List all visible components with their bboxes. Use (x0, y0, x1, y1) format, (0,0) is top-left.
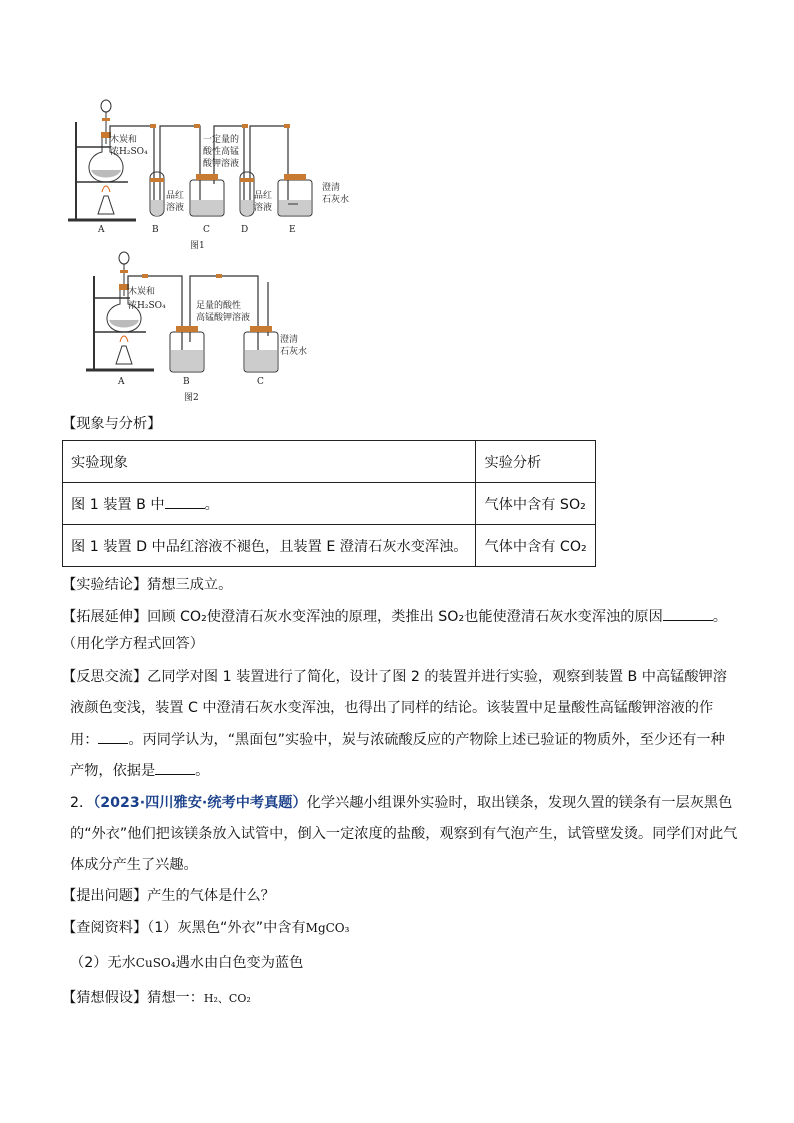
answer-blank[interactable] (155, 760, 195, 775)
fig1-label-e: E (289, 225, 296, 235)
hypothesis-text: 猜想一： (147, 990, 204, 1006)
fig2-reagent-b-1: 足量的酸性 (196, 301, 242, 311)
reflection-text-3a: 用： (70, 732, 99, 748)
fig2-reagent-a-2: 浓H₂SO₄ (128, 301, 166, 311)
hypothesis-heading: 【猜想假设】 (62, 990, 148, 1006)
answer-blank[interactable] (663, 606, 713, 621)
extension-heading: 【拓展延伸】 (62, 609, 148, 625)
reflection-line-2: 液颜色变浅，装置 C 中澄清石灰水变浑浊，也得出了同样的结论。该装置中足量酸性高锰酸钾溶液的作 (70, 700, 714, 716)
fig1-reagent-c-3: 酸钾溶液 (203, 159, 240, 169)
fig1-reagent-b-1: 品红 (166, 191, 185, 201)
table-row (63, 525, 596, 567)
conclusion-line (62, 575, 746, 595)
fig1-reagent-d-2: 溶液 (254, 203, 273, 213)
hypothesis-formula: H₂、CO₂ (203, 992, 251, 1005)
table-header-analysis: 实验分析 (476, 441, 595, 483)
extension-end: 。 (712, 609, 727, 625)
info-line-2 (70, 953, 746, 973)
table-cell: 气体中含有 CO₂ (476, 525, 595, 567)
answer-blank[interactable] (165, 494, 205, 509)
fig1-reagent-b-2: 溶液 (166, 203, 185, 213)
row1-text: 图 1 装置 B 中 (71, 496, 165, 513)
answer-blank[interactable] (98, 729, 128, 744)
table-cell (63, 483, 476, 525)
reflection-text-4a: 产物，依据是 (70, 763, 156, 779)
info-item-2a: （2）无水 (70, 955, 136, 971)
fig1-label-c: C (203, 225, 210, 235)
info-item-2b: 遇水由白色变为蓝色 (175, 955, 304, 971)
table-cell: 图 1 装置 D 中品红溶液不褪色，且装置 E 澄清石灰水变浑浊。 (63, 525, 476, 567)
q2-line-1 (70, 793, 746, 813)
fig2-reagent-c-2: 石灰水 (280, 347, 308, 357)
fig2-reagent-c-1: 澄清 (280, 335, 299, 345)
fig2-label-c: C (257, 377, 264, 387)
question-line (62, 886, 746, 906)
question-text: 产生的气体是什么？ (147, 888, 275, 904)
hypothesis-line (62, 988, 746, 1009)
reflection-text-4b: 。 (195, 763, 210, 779)
info-item-1: （1）灰黑色“外衣”中含有 (147, 920, 306, 936)
fig1-reagent-e-2: 石灰水 (322, 195, 350, 205)
fig2-reagent-b-2: 高锰酸钾溶液 (196, 313, 251, 323)
fig1-reagent-c-2: 酸性高锰 (203, 147, 240, 157)
extension-line (62, 606, 746, 627)
conclusion-heading: 【实验结论】 (62, 577, 148, 593)
observation-table (62, 440, 596, 567)
figure-2 (84, 246, 314, 406)
question-heading: 【提出问题】 (62, 888, 148, 904)
reflection-line-1 (62, 667, 746, 687)
fig1-label-b: B (152, 225, 159, 235)
row1-end: 。 (204, 496, 219, 513)
fig1-reagent-a-1: 木炭和 (110, 135, 138, 145)
figure-1 (66, 92, 376, 252)
fig2-caption: 图2 (184, 393, 199, 403)
fig1-reagent-a-2: 浓H₂SO₄ (110, 147, 148, 157)
fig2-label-a: A (118, 377, 125, 387)
info-heading: 【查阅资料】 (62, 920, 148, 936)
table-header-phenomenon: 实验现象 (63, 441, 476, 483)
extension-note: （用化学方程式回答） (62, 636, 204, 652)
q2-line-2: 的“外衣”他们把该镁条放入试管中，倒入一定浓度的盐酸，观察到有气泡产生，试管壁发烫。同学们对此气 (70, 826, 738, 842)
info-line-1 (62, 918, 746, 938)
fig2-label-b: B (183, 377, 190, 387)
fig1-label-d: D (241, 225, 249, 235)
table-row (63, 441, 596, 483)
reflection-line-4 (70, 760, 746, 781)
extension-text: 回顾 CO₂使澄清石灰水变浑浊的原理，类推出 SO₂也能使澄清石灰水变浑浊的原因 (147, 609, 663, 625)
table-cell: 气体中含有 SO₂ (476, 483, 595, 525)
info-formula-2: CuSO₄ (135, 956, 176, 970)
fig1-reagent-c-1: 一定量的 (203, 135, 240, 145)
q2-number: 2． (70, 795, 94, 811)
conclusion-text: 猜想三成立。 (147, 577, 233, 593)
reflection-text-1: 乙同学对图 1 装置进行了简化，设计了图 2 的装置并进行实验，观察到装置 B 中高锰酸钾溶 (147, 669, 727, 685)
q2-source: （2023·四川雅安·统考中考真题） (93, 795, 307, 811)
q2-line-3: 体成分产生了兴趣。 (70, 857, 198, 873)
fig1-label-a: A (98, 225, 105, 235)
q2-text-1: 化学兴趣小组课外实验时，取出镁条，发现久置的镁条有一层灰黑色 (306, 795, 733, 811)
observation-heading: 【现象与分析】 (62, 416, 162, 432)
info-formula-1: MgCO₃ (305, 921, 350, 935)
table-row (63, 483, 596, 525)
fig1-reagent-e-1: 澄清 (322, 183, 341, 193)
fig2-reagent-a-1: 木炭和 (128, 287, 156, 297)
fig1-reagent-d-1: 品红 (254, 191, 273, 201)
fig1-caption: 图1 (190, 241, 205, 251)
reflection-text-3b: 。丙同学认为，“黑面包”实验中，炭与浓硫酸反应的产物除上述已验证的物质外，至少还有一种 (128, 732, 725, 748)
reflection-heading: 【反思交流】 (62, 669, 148, 685)
reflection-line-3 (70, 729, 746, 750)
